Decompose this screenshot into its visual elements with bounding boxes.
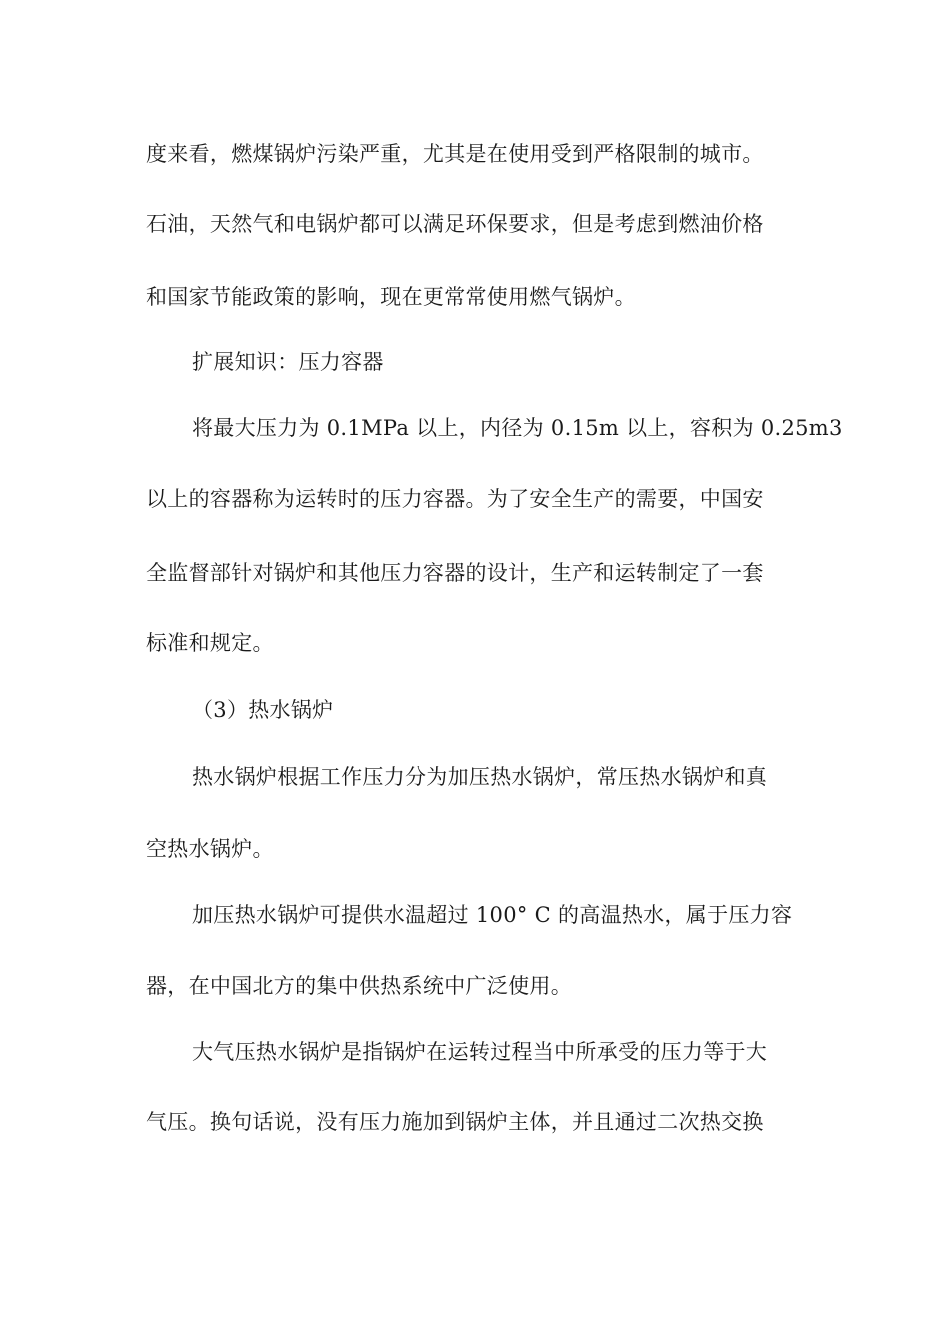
- text-line: 标准和规定。: [146, 631, 274, 655]
- text-line: 将最大压力为 0.1MPa 以上，内径为 0.15m 以上，容积为 0.25m3: [192, 416, 843, 440]
- text-line: 大气压热水锅炉是指锅炉在运转过程当中所承受的压力等于大: [192, 1040, 768, 1064]
- text-line: 热水锅炉根据工作压力分为加压热水锅炉，常压热水锅炉和真: [192, 765, 768, 789]
- section-heading: （3）热水锅炉: [192, 698, 334, 722]
- section-heading: 扩展知识：压力容器: [192, 350, 384, 374]
- text-line: 石油，天然气和电锅炉都可以满足环保要求，但是考虑到燃油价格: [146, 212, 764, 236]
- text-line: 器，在中国北方的集中供热系统中广泛使用。: [146, 974, 572, 998]
- text-line: 以上的容器称为运转时的压力容器。为了安全生产的需要，中国安: [146, 487, 764, 511]
- text-line: 气压。换句话说，没有压力施加到锅炉主体，并且通过二次热交换: [146, 1110, 764, 1134]
- text-line: 度来看，燃煤锅炉污染严重，尤其是在使用受到严格限制的城市。: [146, 142, 764, 166]
- text-line: 空热水锅炉。: [146, 837, 274, 861]
- text-line: 和国家节能政策的影响，现在更常常使用燃气锅炉。: [146, 285, 636, 309]
- text-line: 全监督部针对锅炉和其他压力容器的设计，生产和运转制定了一套: [146, 561, 764, 585]
- text-line: 加压热水锅炉可提供水温超过 100° C 的高温热水，属于压力容: [192, 903, 793, 927]
